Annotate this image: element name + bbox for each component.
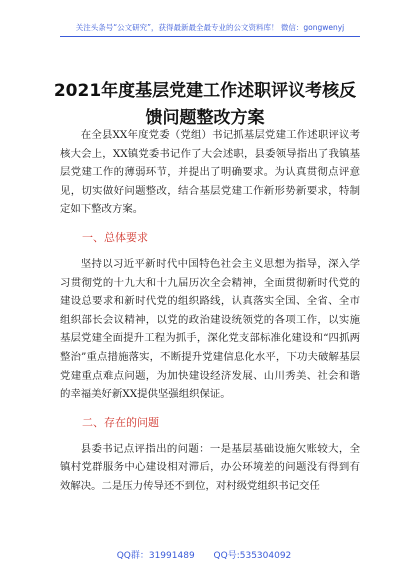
footer-qq-group: QQ群：31991489: [116, 551, 195, 561]
general-requirements-paragraph: 坚持以习近平新时代中国特色社会主义思想为指导，深入学习贯彻党的十九大和十九届历次全会精神，全面贯彻新时代党的建设总要求和新时代党的组织路线，认真落实全国、全省、全市组织部长会议精神，以党的政治建设统领党的各项工作，以实施基层党建全面提升工程为抓手，深化党支部标准化建设和“四抓两整治”重点措施落实，不断提升党建信息化水平，下功夫破解基层党建重点难点问题，为加快建设经济发展、山川秀美、社会和谐的幸福美好新XX提供坚强组织保证。: [60, 257, 360, 401]
section-heading-general-requirements: 一、总体要求: [82, 230, 148, 244]
footer-qq-number: QQ号:535304092: [213, 551, 292, 561]
intro-paragraph: 在全县XX年度党委（党组）书记抓基层党建工作述职评议考核大会上，XX镇党委书记作了大会述职，县委领导指出了我镇基层党建工作的薄弱环节，并提出了明确要求。为认真贯彻点评意见，切实做好问题整改，结合基层党建工作新形势新要求，特制定如下整改方案。: [60, 129, 360, 216]
section-heading-existing-problems: 二、存在的问题: [82, 415, 159, 429]
footer-contact: [0, 548, 408, 561]
header-banner: 关注头条号“公文研究”，获得最新最全最专业的公文资料库！ 微信：gongwenyj: [60, 22, 360, 37]
existing-problems-paragraph: 县委书记点评指出的问题：一是基层基础设施欠账较大，全镇村党群服务中心建设相对滞后，办公环境差的问题没有得到有效解决。二是压力传导还不到位，对村级党组织书记交任: [60, 442, 360, 492]
document-title: 2021年度基层党建工作述职评议考核反馈问题整改方案: [53, 81, 357, 128]
document-body: [60, 126, 360, 496]
